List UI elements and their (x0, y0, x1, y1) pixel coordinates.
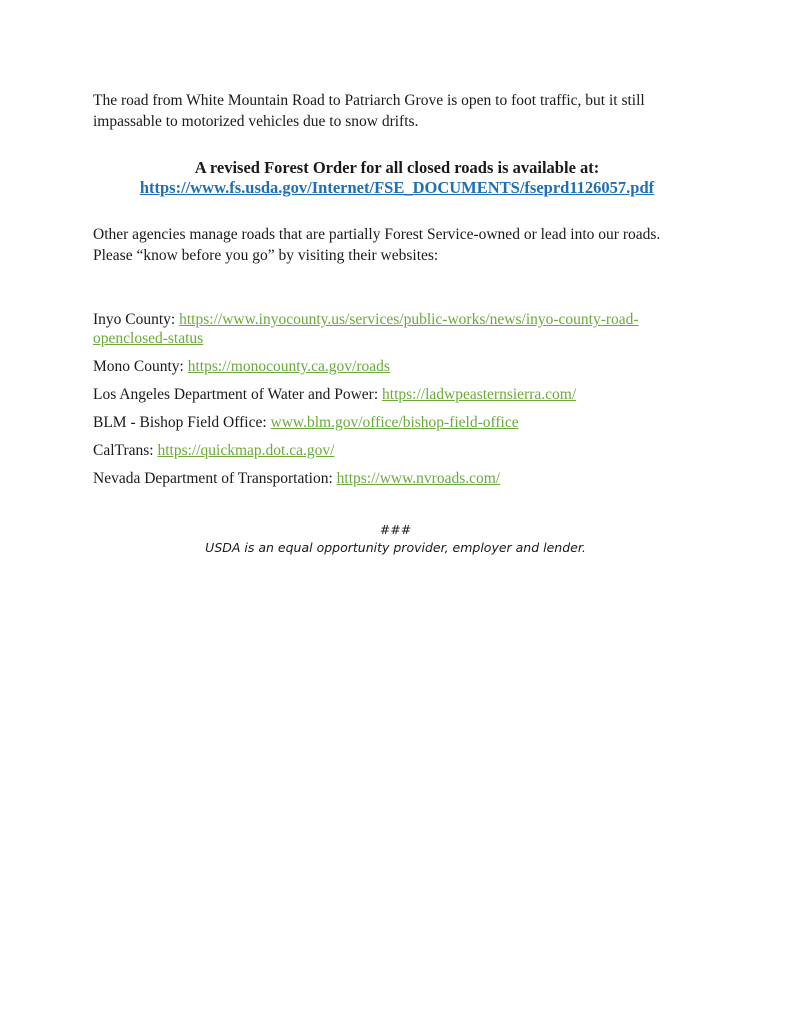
agency-item-caltrans (93, 441, 701, 460)
other-agencies-paragraph: Other agencies manage roads that are partially Forest Service-owned or lead into our roads. Please “know before you go” by visiting their websites: (93, 226, 661, 264)
agency-item-ladwp (93, 385, 701, 404)
agency-name: BLM - Bishop Field Office: (93, 414, 267, 431)
agency-list (93, 310, 701, 488)
agency-item-blm-bishop (93, 413, 701, 432)
revised-order-block (93, 158, 701, 198)
agency-name: Los Angeles Department of Water and Power: (93, 386, 379, 403)
agency-link-inyo-county[interactable]: https://www.inyocounty.us/services/public-works/news/inyo-county-road-openclosed-status (93, 311, 639, 347)
revised-order-title: A revised Forest Order for all closed roads is available at: (194, 158, 600, 177)
agency-item-inyo-county (93, 310, 701, 348)
document-content (93, 90, 701, 497)
equal-opportunity-statement: USDA is an equal opportunity provider, employer and lender. (205, 540, 586, 555)
road-status-paragraph: The road from White Mountain Road to Patriarch Grove is open to foot traffic, but it still impassable to motorized vehicles due to snow drifts. (93, 92, 645, 130)
agency-name: Mono County: (93, 358, 184, 375)
agency-name: Inyo County: (93, 311, 176, 328)
agency-item-mono-county (93, 357, 701, 376)
agency-link-ladwp[interactable]: https://ladwpeasternsierra.com/ (382, 386, 577, 403)
agency-link-nevada-dot[interactable]: https://www.nvroads.com/ (336, 470, 501, 487)
footer (0, 521, 791, 557)
agency-name: Nevada Department of Transportation: (93, 470, 333, 487)
end-marker: ### (379, 522, 412, 537)
agency-link-mono-county[interactable]: https://monocounty.ca.gov/roads (187, 358, 390, 375)
agency-item-nevada-dot (93, 469, 701, 488)
agency-link-caltrans[interactable]: https://quickmap.dot.ca.gov/ (157, 442, 335, 459)
forest-order-pdf-link[interactable]: https://www.fs.usda.gov/Internet/FSE_DOCUMENTS/fseprd1126057.pdf (139, 178, 655, 197)
agency-name: CalTrans: (93, 442, 154, 459)
agency-link-blm-bishop[interactable]: www.blm.gov/office/bishop-field-office (270, 414, 519, 431)
